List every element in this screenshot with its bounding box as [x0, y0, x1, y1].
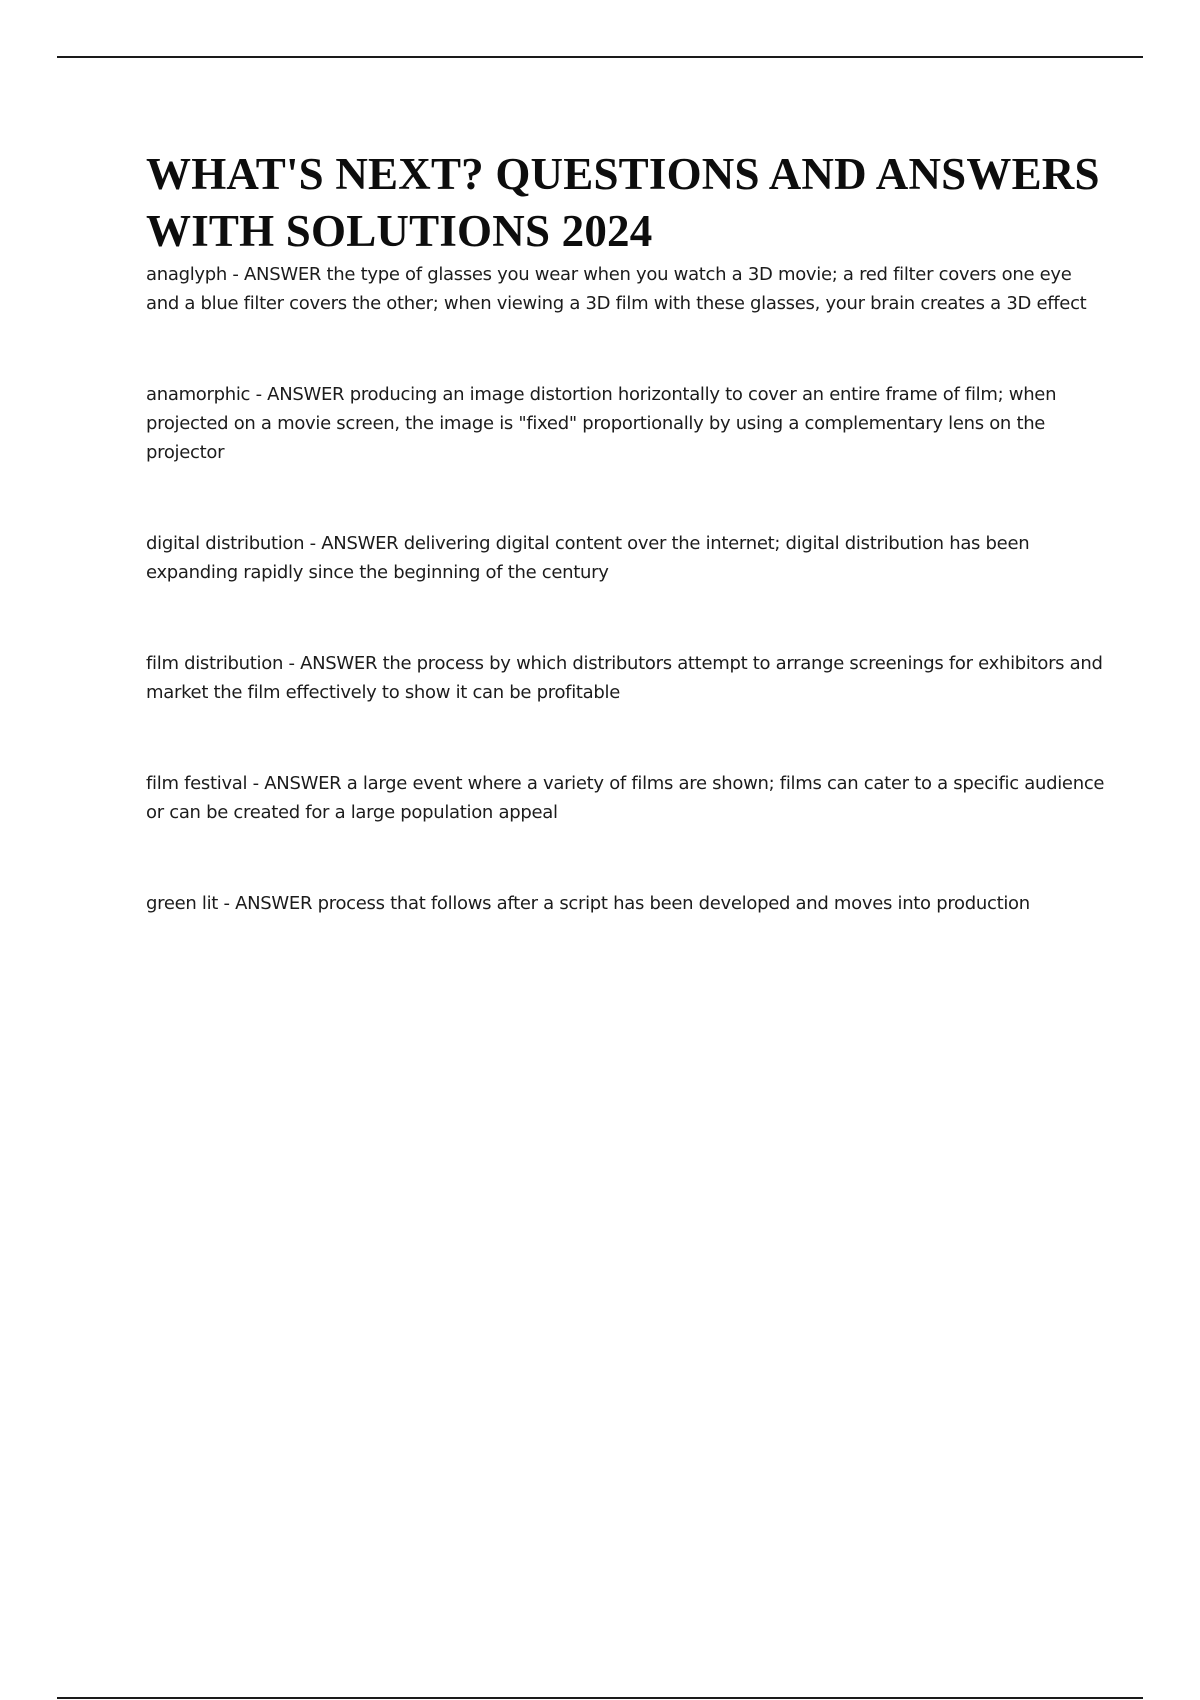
bottom-rule [57, 1697, 1143, 1699]
top-rule [57, 56, 1143, 58]
qa-entry-film-festival: film festival - ANSWER a large event where a variety of films are shown; films can cater to a specific audience or can be created for a large population appeal [146, 773, 1105, 823]
page-title: WHAT'S NEXT? QUESTIONS AND ANSWERS WITH SOLUTIONS 2024 [146, 149, 1100, 256]
document-body [146, 146, 1106, 918]
qa-entry-green-lit: green lit - ANSWER process that follows after a script has been developed and moves into production [146, 893, 1030, 914]
qa-entry-anamorphic: anamorphic - ANSWER producing an image distortion horizontally to cover an entire frame of film; when projected on a movie screen, the image is "fixed" proportionally by using a complementary lens on the projector [146, 384, 1057, 463]
qa-list [146, 260, 1106, 918]
qa-entry-digital-distribution: digital distribution - ANSWER delivering digital content over the internet; digital distribution has been expanding rapidly since the beginning of the century [146, 533, 1030, 583]
qa-entry-film-distribution: film distribution - ANSWER the process by which distributors attempt to arrange screenings for exhibitors and market the film effectively to show it can be profitable [146, 653, 1103, 703]
qa-entry-anaglyph: anaglyph - ANSWER the type of glasses you wear when you watch a 3D movie; a red filter covers one eye and a blue filter covers the other; when viewing a 3D film with these glasses, your brain creates a 3D effect [146, 264, 1087, 314]
